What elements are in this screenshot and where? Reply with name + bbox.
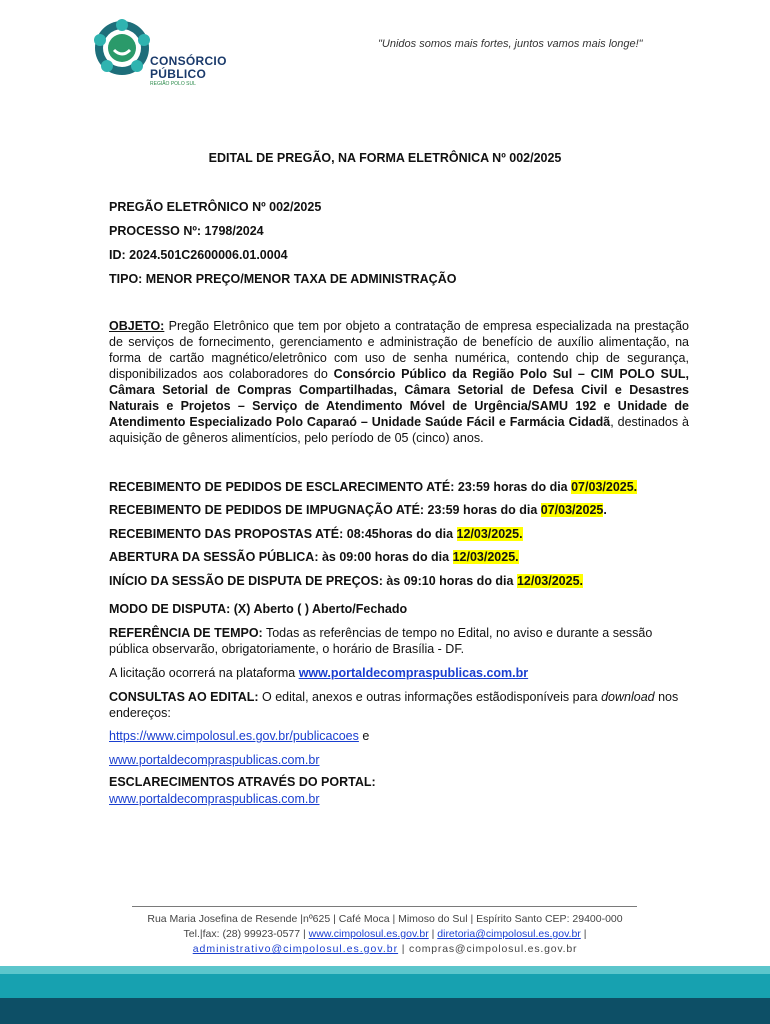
- footer-site-link[interactable]: www.cimpolosul.es.gov.br: [308, 928, 429, 940]
- objeto-paragraph: [109, 318, 689, 446]
- esclarecimentos-label: ESCLARECIMENTOS ATRAVÉS DO PORTAL:: [109, 775, 376, 789]
- impugnacao-deadline: [109, 503, 607, 517]
- footer-emails: [0, 942, 770, 957]
- esclarecimento-label: RECEBIMENTO DE PEDIDOS DE ESCLARECIMENTO ATÉ: 23:59 horas do dia: [109, 480, 572, 494]
- impugnacao-label: RECEBIMENTO DE PEDIDOS DE IMPUGNAÇÃO ATÉ: 23:59 horas do dia: [109, 503, 541, 517]
- tipo: TIPO: MENOR PREÇO/MENOR TAXA DE ADMINISTRAÇÃO: [109, 272, 457, 286]
- impugnacao-date: 07/03/2025: [540, 503, 604, 517]
- esclarecimentos-link[interactable]: www.portaldecompraspublicas.com.br: [109, 792, 320, 806]
- footer-band-dark: [0, 998, 770, 1024]
- plataforma-text: A licitação ocorrerá na plataforma: [109, 666, 299, 680]
- referencia-paragraph: [109, 625, 689, 657]
- footer-diretoria-link[interactable]: diretoria@cimpolosul.es.gov.br: [437, 928, 581, 940]
- motto: "Unidos somos mais fortes, juntos vamos mais longe!": [378, 38, 643, 50]
- consultas-text: O edital, anexos e outras informações estãodisponíveis para: [258, 690, 602, 704]
- logo-text-consorcio: CONSÓRCIO: [150, 54, 227, 68]
- cimpolosul-publicacoes-link[interactable]: https://www.cimpolosul.es.gov.br/publicacoes: [109, 729, 359, 743]
- disputa-session: [109, 574, 583, 588]
- objeto-text-end: , destinados à aquisição de gêneros alimentícios, pelo período de 05 (cinco) anos.: [109, 415, 689, 445]
- referencia-label: REFERÊNCIA DE TEMPO:: [109, 626, 263, 640]
- consultas-link1-line: [109, 729, 369, 743]
- propostas-label: RECEBIMENTO DAS PROPOSTAS ATÉ: 08:45horas do dia: [109, 527, 457, 541]
- esclarecimentos-link-line: [109, 792, 320, 806]
- propostas-date: 12/03/2025.: [456, 527, 523, 541]
- consultas-download: download: [601, 690, 655, 704]
- logo-text-publico: PÚBLICO: [150, 67, 207, 81]
- footer-tel: Tel.|fax: (28) 99923-0577 |: [183, 928, 309, 940]
- disputa-label: INÍCIO DA SESSÃO DE DISPUTA DE PREÇOS: às 09:10 horas do dia: [109, 574, 517, 588]
- objeto-label: OBJETO:: [109, 319, 165, 333]
- consultas-label: CONSULTAS AO EDITAL:: [109, 690, 259, 704]
- objeto-entities: Consórcio Público da Região Polo Sul – CIM POLO SUL, Câmara Setorial de Compras Compartilhadas, Câmara Setorial de Defesa Civil e Desastres Naturais e Projetos – Serviço de Atendimento Móvel de Urgência/SAMU 192 e Unidade de Atendimento Especializado Polo Caparaó – Unidade Saúde Fácil e Farmácia Cidadã: [109, 367, 689, 429]
- propostas-deadline: [109, 527, 523, 541]
- consultas-paragraph: [109, 689, 689, 721]
- footer-administrativo-link[interactable]: administrativo@cimpolosul.es.gov.br: [192, 943, 399, 955]
- pregao-number: PREGÃO ELETRÔNICO Nº 002/2025: [109, 200, 322, 214]
- abertura-label: ABERTURA DA SESSÃO PÚBLICA: às 09:00 horas do dia: [109, 550, 453, 564]
- disputa-date: 12/03/2025.: [516, 574, 584, 588]
- abertura-date: 12/03/2025.: [452, 550, 519, 564]
- plataforma-line: [109, 666, 528, 680]
- logo-text-regiao: REGIÃO POLO SUL: [150, 81, 196, 87]
- consultas-and: e: [358, 729, 370, 743]
- footer-divider: [132, 906, 637, 907]
- footer-band-mid: [0, 974, 770, 998]
- modo-disputa: MODO DE DISPUTA: (X) Aberto ( ) Aberto/Fechado: [109, 602, 408, 616]
- objeto-text: Pregão Eletrônico que tem por objeto a contratação de empresa especializada na prestação de serviços de fornecimento, gerenciamento e administração de benefício de auxílio alimentação, na forma de cartão magnético/eletrônico com uso de senha numérica, contendo chip de segurança, disponibilizados aos colaboradores do: [109, 319, 689, 381]
- plataforma-link[interactable]: www.portaldecompraspublicas.com.br: [298, 666, 529, 680]
- footer-sep: |: [428, 928, 438, 940]
- impugnacao-period: .: [603, 503, 607, 517]
- esclarecimento-deadline: [109, 480, 637, 494]
- portal-compras-link[interactable]: www.portaldecompraspublicas.com.br: [109, 753, 320, 767]
- consultas-text-end: nos endereços:: [109, 690, 679, 720]
- footer-compras: | compras@cimpolosul.es.gov.br: [398, 943, 578, 955]
- footer-band-light: [0, 966, 770, 974]
- footer-contacts: [0, 927, 770, 942]
- document-id: ID: 2024.501C2600006.01.0004: [109, 248, 288, 262]
- footer-sep: |: [580, 928, 587, 940]
- consultas-link2-line: [109, 753, 320, 767]
- processo-number: PROCESSO Nº: 1798/2024: [109, 224, 264, 238]
- document-title: EDITAL DE PREGÃO, NA FORMA ELETRÔNICA Nº 002/2025: [208, 151, 562, 165]
- abertura-session: [109, 550, 519, 564]
- esclarecimento-date: 07/03/2025.: [571, 480, 638, 494]
- consorcio-logo: [92, 14, 242, 94]
- referencia-text: Todas as referências de tempo no Edital, no aviso e durante a sessão pública observarão, obrigatoriamente, o horário de Brasília - DF.: [109, 626, 653, 656]
- consorcio-emblem-icon: [92, 14, 152, 86]
- footer-address: Rua Maria Josefina de Resende |nº625 | Café Moca | Mimoso do Sul | Espírito Santo CEP: 29400-000: [147, 913, 623, 925]
